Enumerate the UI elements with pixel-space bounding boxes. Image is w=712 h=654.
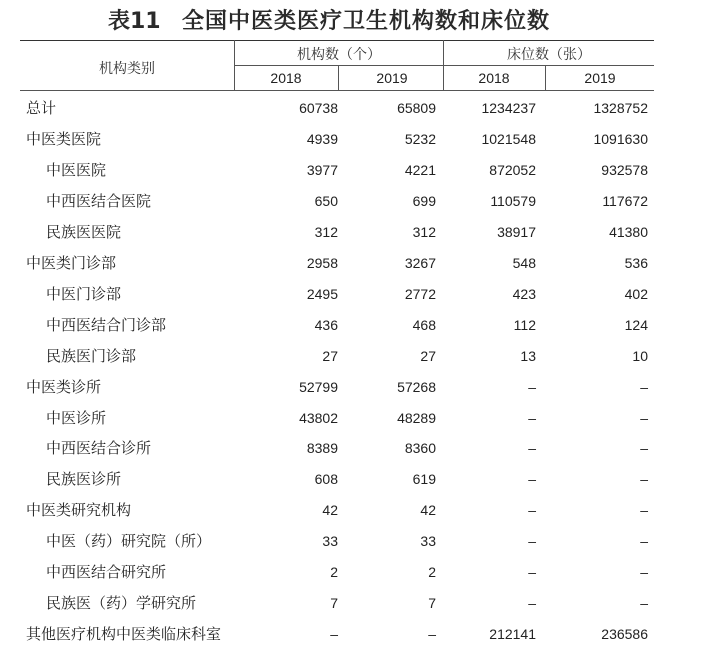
table-title-text: 全国中医类医疗卫生机构数和床位数 bbox=[182, 9, 551, 34]
table-row bbox=[0, 592, 712, 623]
header-mid-rule bbox=[235, 65, 654, 66]
row-value: 236586 bbox=[601, 626, 648, 643]
row-value: 4221 bbox=[404, 161, 436, 178]
row-value: 1091630 bbox=[593, 130, 648, 147]
row-value: 1234237 bbox=[481, 100, 536, 116]
row-value: 650 bbox=[314, 192, 338, 209]
table-row bbox=[0, 623, 712, 654]
row-label: 中医类门诊部 bbox=[26, 253, 117, 272]
row-value: 212141 bbox=[489, 626, 536, 643]
row-value: 48289 bbox=[397, 409, 436, 426]
row-value: 2 bbox=[330, 564, 338, 581]
table-row bbox=[0, 283, 712, 314]
table-row bbox=[0, 128, 712, 159]
row-value: 110579 bbox=[490, 192, 536, 209]
row-label: 民族医诊所 bbox=[46, 470, 122, 489]
row-value: – bbox=[640, 564, 648, 581]
row-value: 52799 bbox=[299, 378, 338, 395]
row-value: – bbox=[528, 471, 536, 488]
row-value: 436 bbox=[314, 316, 338, 333]
row-value: 33 bbox=[322, 533, 338, 550]
row-value: – bbox=[528, 440, 536, 457]
row-value: – bbox=[640, 409, 648, 426]
row-value: 423 bbox=[512, 285, 536, 302]
row-value: 41380 bbox=[609, 223, 648, 240]
row-value: 60738 bbox=[299, 100, 338, 116]
row-value: – bbox=[528, 409, 536, 426]
row-label: 中医门诊部 bbox=[46, 284, 122, 303]
row-value: 27 bbox=[420, 347, 436, 364]
row-value: – bbox=[528, 533, 536, 550]
row-value: 5232 bbox=[404, 130, 436, 147]
row-label: 中西医结合医院 bbox=[46, 191, 152, 210]
row-value: – bbox=[528, 595, 536, 612]
row-value: 3267 bbox=[404, 254, 436, 271]
row-value: 42 bbox=[420, 502, 436, 519]
table-row bbox=[0, 190, 712, 221]
row-value: 872052 bbox=[489, 161, 536, 178]
header-group-beds: 床位数（张） bbox=[507, 47, 591, 63]
table-row bbox=[0, 221, 712, 252]
table-row bbox=[0, 159, 712, 190]
row-value: 1021548 bbox=[481, 130, 536, 147]
row-value: – bbox=[640, 378, 648, 395]
row-value: – bbox=[528, 502, 536, 519]
row-value: 3977 bbox=[306, 161, 338, 178]
row-value: 4939 bbox=[306, 130, 338, 147]
row-value: 2495 bbox=[306, 285, 338, 302]
row-label: 中医诊所 bbox=[46, 408, 107, 427]
row-value: 27 bbox=[322, 347, 338, 364]
header-top-rule bbox=[20, 40, 654, 41]
row-value: 312 bbox=[314, 223, 338, 240]
header-year: 2018 bbox=[478, 70, 510, 86]
row-value: 43802 bbox=[299, 409, 338, 426]
row-label: 民族医医院 bbox=[46, 222, 122, 241]
row-value: 42 bbox=[322, 502, 338, 519]
row-label: 其他医疗机构中医类临床科室 bbox=[26, 625, 222, 644]
row-value: – bbox=[640, 533, 648, 550]
header-year: 2019 bbox=[584, 70, 616, 86]
header-category: 机构类别 bbox=[99, 61, 155, 77]
table-row bbox=[0, 468, 712, 499]
row-value: 65809 bbox=[397, 100, 436, 116]
header-year: 2018 bbox=[270, 70, 302, 86]
table-row bbox=[0, 376, 712, 407]
row-value: 402 bbox=[624, 285, 648, 302]
row-value: 10 bbox=[632, 347, 648, 364]
row-value: – bbox=[640, 471, 648, 488]
row-label: 中医（药）研究院（所） bbox=[46, 532, 212, 551]
row-value: 312 bbox=[412, 223, 436, 240]
row-label: 中西医结合研究所 bbox=[46, 563, 167, 582]
row-value: 468 bbox=[412, 316, 436, 333]
row-value: 7 bbox=[330, 595, 338, 612]
row-label: 中医类诊所 bbox=[26, 377, 102, 396]
row-value: 536 bbox=[624, 254, 648, 271]
row-value: 2 bbox=[428, 564, 436, 581]
row-value: – bbox=[640, 502, 648, 519]
row-value: 548 bbox=[512, 254, 536, 271]
row-value: 124 bbox=[624, 316, 648, 333]
row-value: 2958 bbox=[306, 254, 338, 271]
row-value: 8360 bbox=[404, 440, 436, 457]
row-value: 38917 bbox=[497, 223, 536, 240]
header-year: 2019 bbox=[376, 70, 408, 86]
row-value: – bbox=[330, 626, 338, 643]
row-value: 1328752 bbox=[593, 100, 648, 116]
table-row bbox=[0, 437, 712, 468]
header-divider-4 bbox=[545, 65, 546, 90]
row-label: 中西医结合门诊部 bbox=[46, 315, 167, 334]
row-value: – bbox=[640, 440, 648, 457]
row-value: 117672 bbox=[602, 192, 648, 209]
row-label: 中医类研究机构 bbox=[26, 501, 132, 520]
table-row bbox=[0, 314, 712, 345]
table-row bbox=[0, 530, 712, 561]
table-row bbox=[0, 252, 712, 283]
table-number: 表11 bbox=[108, 9, 161, 34]
row-value: – bbox=[640, 595, 648, 612]
table-row bbox=[0, 499, 712, 530]
row-value: 112 bbox=[513, 316, 536, 333]
row-label: 中医类医院 bbox=[26, 129, 102, 148]
row-value: 7 bbox=[428, 595, 436, 612]
row-value: 619 bbox=[412, 471, 436, 488]
row-value: – bbox=[428, 626, 436, 643]
header-bottom-rule bbox=[20, 90, 654, 91]
row-value: 13 bbox=[520, 347, 536, 364]
row-label: 中医医院 bbox=[46, 160, 107, 179]
row-label: 中西医结合诊所 bbox=[46, 439, 152, 458]
row-value: 8389 bbox=[306, 440, 338, 457]
table-row bbox=[0, 97, 712, 128]
header-divider-3 bbox=[338, 65, 339, 90]
row-value: 2772 bbox=[404, 285, 436, 302]
row-value: – bbox=[528, 564, 536, 581]
row-label: 民族医（药）学研究所 bbox=[46, 594, 197, 613]
table-row bbox=[0, 407, 712, 438]
row-value: 932578 bbox=[601, 161, 648, 178]
row-label: 总计 bbox=[26, 99, 57, 117]
row-value: 33 bbox=[420, 533, 436, 550]
row-value: 608 bbox=[314, 471, 338, 488]
header-group-institutions: 机构数（个） bbox=[297, 47, 381, 63]
row-value: 57268 bbox=[397, 378, 436, 395]
table-title bbox=[0, 4, 712, 40]
table-row bbox=[0, 345, 712, 376]
row-label: 民族医门诊部 bbox=[46, 346, 137, 365]
row-value: 699 bbox=[412, 192, 436, 209]
table-row bbox=[0, 561, 712, 592]
row-value: – bbox=[528, 378, 536, 395]
